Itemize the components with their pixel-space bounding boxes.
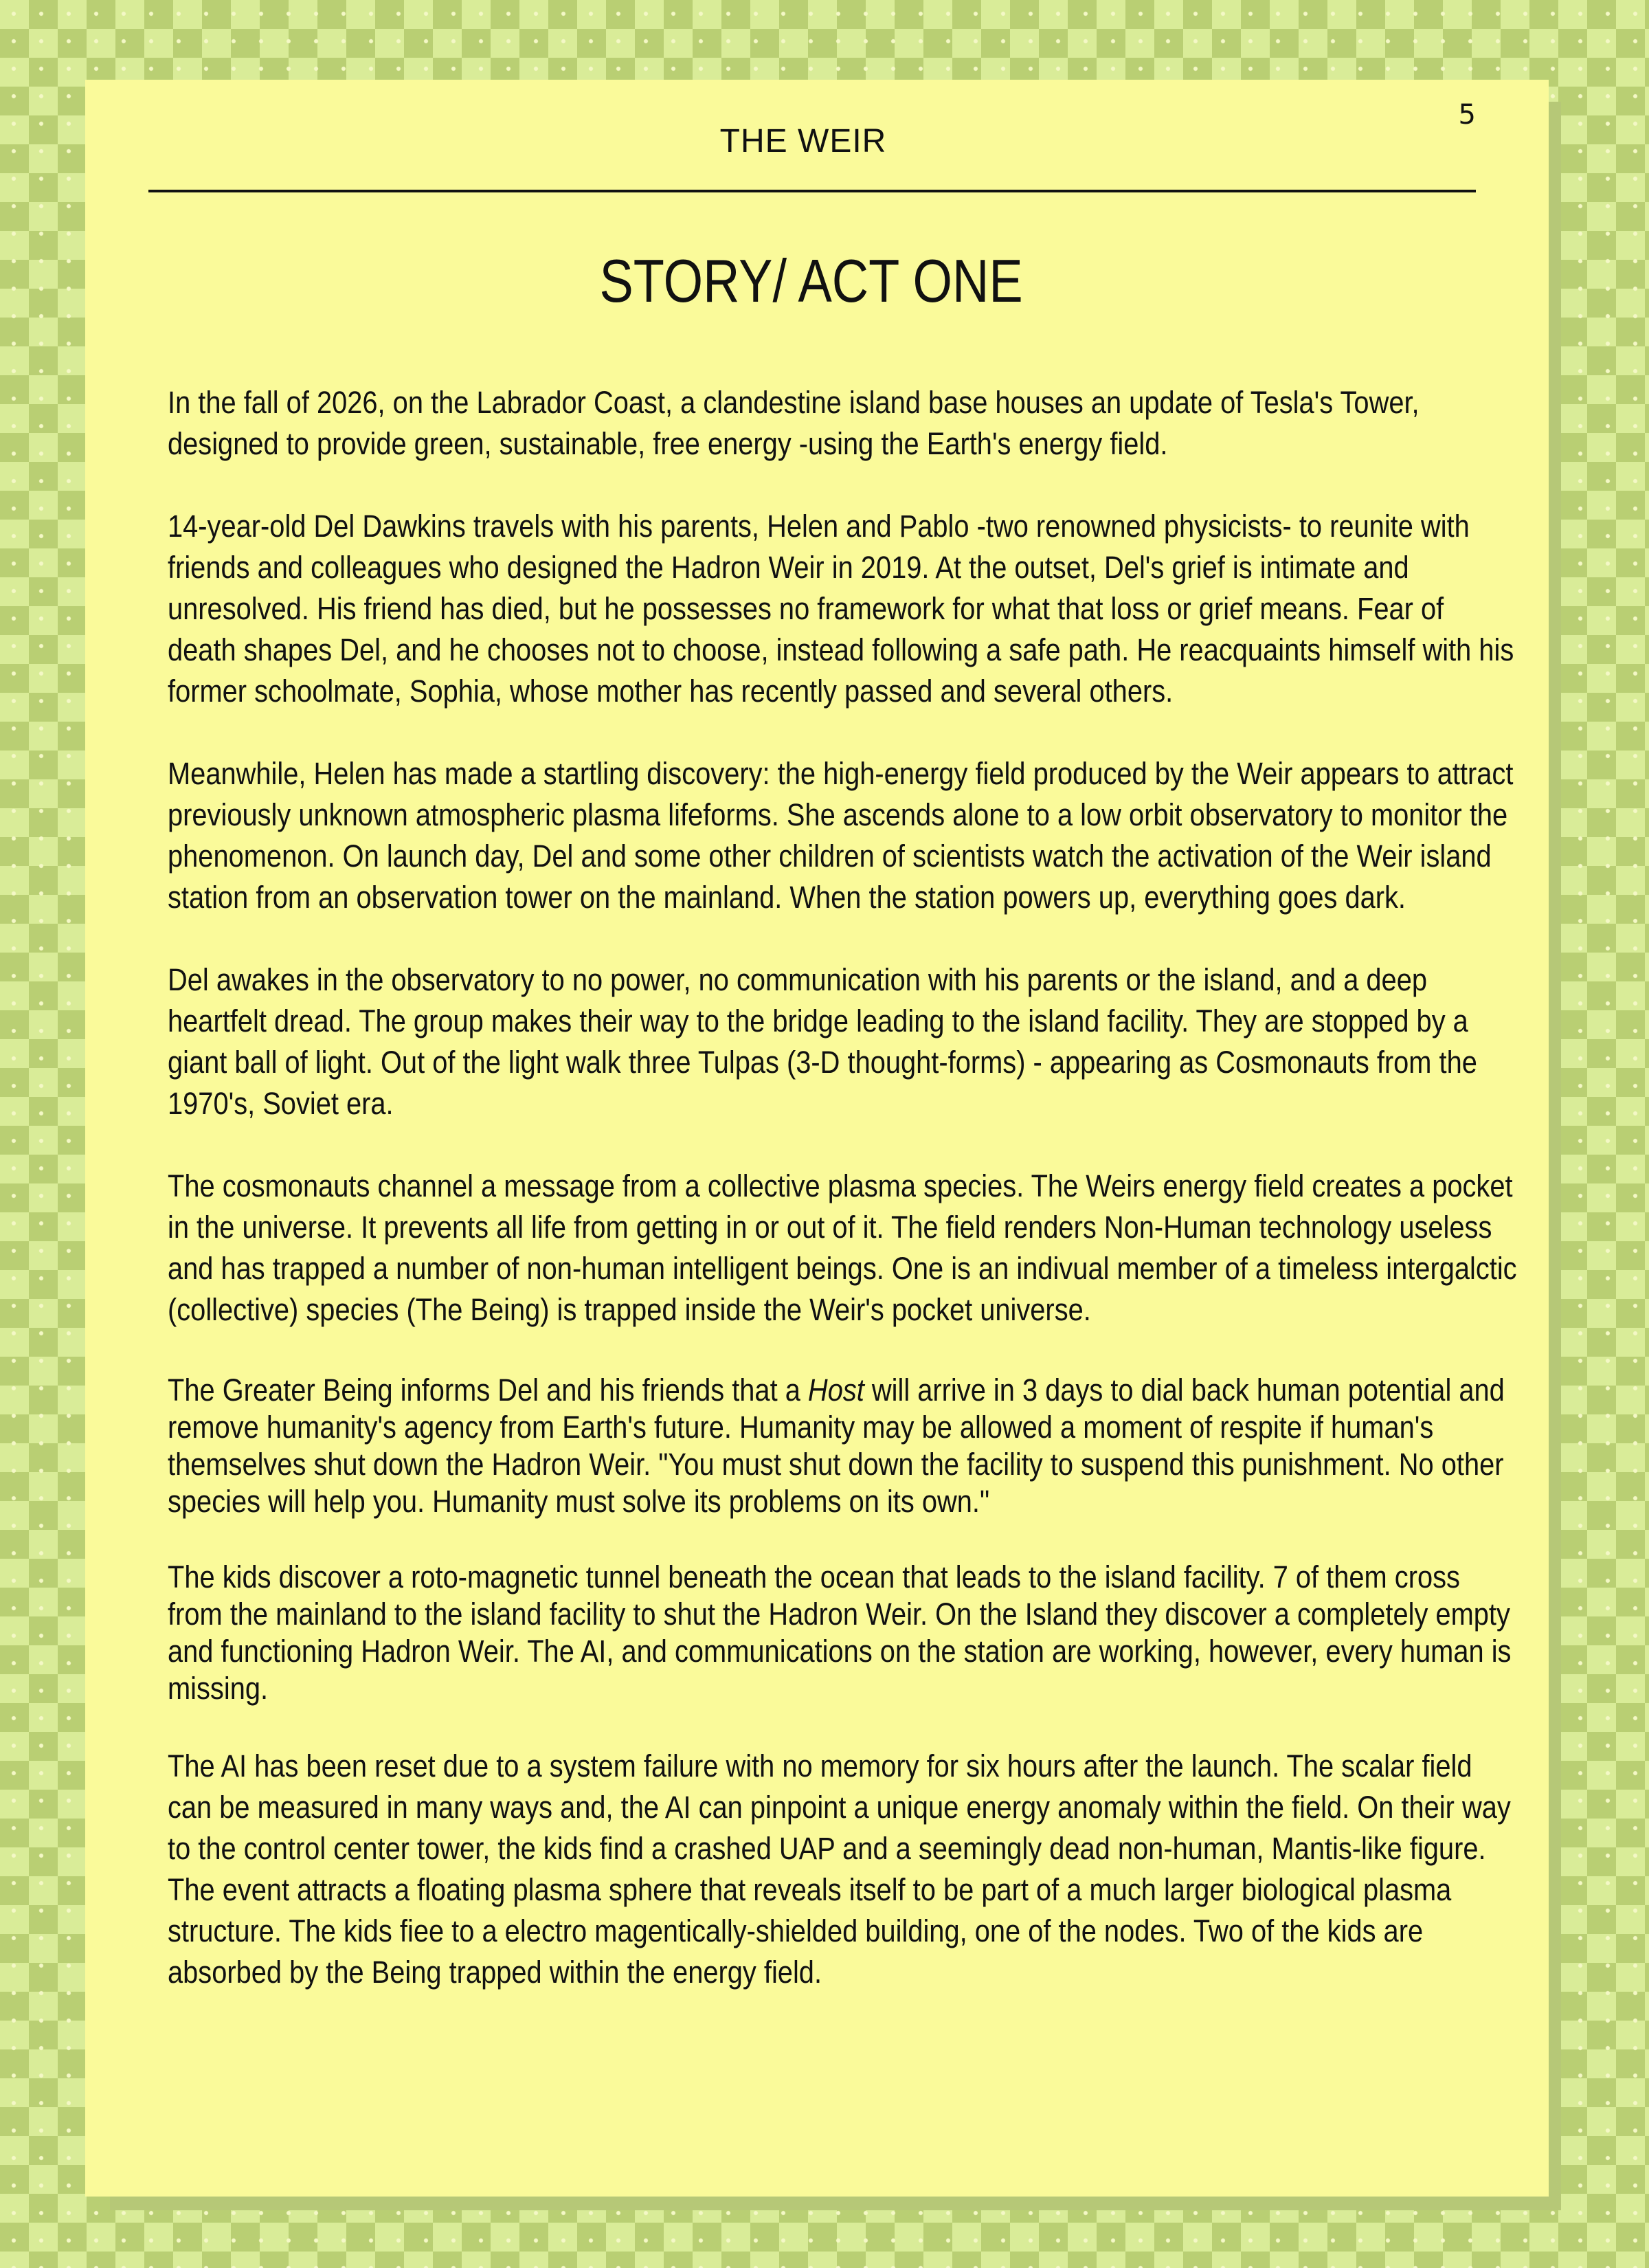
- story-paragraph-7: The kids discover a roto-magnetic tunnel beneath the ocean that leads to the island facility. 7 of them cross from the mainland to the island facility to shut the Hadron Weir. On the Island they discover a completely empty and functioning Hadron Weir. The AI, and communications on the station are working, however, every human is missing.: [168, 1559, 1512, 1706]
- paragraph-6-text-after: will arrive in 3 days to dial back human potential and remove humanity's agency from Earth's future. Humanity may be allowed a moment of respite if human's themselves shut down the Hadron Weir. "You must shut down the facility to suspend this punishment. No other species will help you. Humanity must solve its problems on its own.": [168, 1372, 1505, 1519]
- page-title: STORY/ ACT ONE: [599, 247, 1023, 315]
- story-paragraph-3: Meanwhile, Helen has made a startling discovery: the high-energy field produced by the Weir appears to attract previously unknown atmospheric plasma lifeforms. She ascends alone to a low orbit observatory to monitor the phenomenon. On launch day, Del and some other children of scientists watch the activation of the Weir island station from an observation tower on the mainland. When the station powers up, everything goes dark.: [168, 756, 1514, 915]
- host-emphasis: Host: [807, 1372, 864, 1408]
- story-paragraph-6: [168, 1372, 1518, 1520]
- story-paragraph-5: The cosmonauts channel a message from a collective plasma species. The Weirs energy field creates a pocket in the universe. It prevents all life from getting in or out of it. The field renders Non-Human technology useless and has trapped a number of non-human intelligent beings. One is an indivual member of a timeless intergalctic (collective) species (The Being) is trapped inside the Weir's pocket universe.: [168, 1168, 1517, 1327]
- paragraph-6-text-before: The Greater Being informs Del and his friends that a: [168, 1372, 808, 1408]
- story-body: [168, 382, 1528, 1993]
- header-divider: [148, 190, 1476, 192]
- story-paragraph-4: Del awakes in the observatory to no power, no communication with his parents or the island, and a deep heartfelt dread. The group makes their way to the bridge leading to the island facility. They are stopped by a giant ball of light. Out of the light walk three Tulpas (3-D thought-forms) - appearing as Cosmonauts from the 1970's, Soviet era.: [168, 962, 1477, 1121]
- story-paragraph-1: In the fall of 2026, on the Labrador Coast, a clandestine island base houses an update of Tesla's Tower, designed to provide green, sustainable, free energy -using the Earth's energy field.: [168, 385, 1420, 461]
- story-paragraph-8: The AI has been reset due to a system failure with no memory for six hours after the launch. The scalar field can be measured in many ways and, the AI can pinpoint a unique energy anomaly within the field. On their way to the control center tower, the kids find a crashed UAP and a seemingly dead non-human, Mantis-like figure. The event attracts a floating plasma sphere that reveals itself to be part of a much larger biological plasma structure. The kids fiee to a electro magentically-shielded building, one of the nodes. Two of the kids are absorbed by the Being trapped within the energy field.: [168, 1748, 1511, 1990]
- running-header: THE WEIR: [719, 123, 887, 159]
- page-number: 5: [1458, 99, 1476, 131]
- story-paragraph-2: 14-year-old Del Dawkins travels with his parents, Helen and Pablo -two renowned physicists- to reunite with friends and colleagues who designed the Hadron Weir in 2019. At the outset, Del's grief is intimate and unresolved. His friend has died, but he possesses no framework for what that loss or grief means. Fear of death shapes Del, and he chooses not to choose, instead following a safe path. He reacquaints himself with his former schoolmate, Sophia, whose mother has recently passed and several others.: [168, 509, 1514, 709]
